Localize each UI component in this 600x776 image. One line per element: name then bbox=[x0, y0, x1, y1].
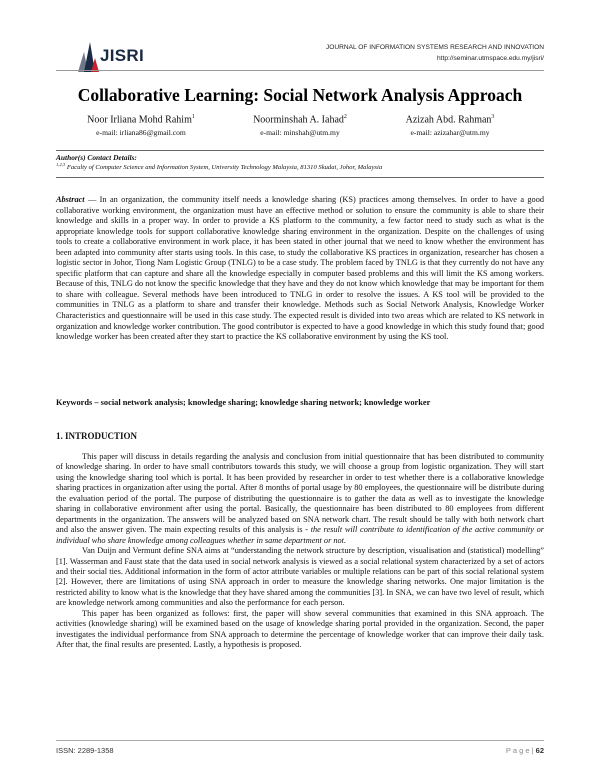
contact-details: $^{1,2,3}$ Faculty of Computer Science and Information System, University Technology Malaysia, 81310 Skudai, Johor, Malaysia bbox=[56, 162, 383, 172]
keywords: Keywords – social network analysis; knowledge sharing; knowledge sharing network; knowledge worker bbox=[56, 398, 431, 407]
paragraph-2: Van Duijn and Vermunt define SNA aims at “understanding the network structure by description, visualisation and (statistical) modelling” [1]. Wasserman and Faust state that the data used in social network analysis is viewed as a social relational system characterized by a set of actors and their social ties. Additional information in the form of actor attribute variables or multiple relations can be part of this social relational system [2]. However, there are limitations of using SNA approach in order to measure the knowledge sharing networks. One major limitation is the restricted ability to know what is the knowledge that they have shared among the communities [3]. In SNA, we can have two level of result, which are knowledge network among communities and also the performance for each person. bbox=[56, 546, 544, 608]
body-text bbox=[56, 452, 544, 651]
page-number: P a g e | 62 bbox=[505, 746, 544, 755]
author-email[interactable]: e-mail: irliana86@gmail.com bbox=[96, 128, 186, 138]
page-header bbox=[0, 0, 600, 74]
journal-url[interactable]: http://seminar.utmspace.edu.my/jisri/ bbox=[436, 55, 544, 62]
footer-divider bbox=[56, 740, 544, 741]
author-1 bbox=[56, 114, 226, 137]
abstract-text: — In an organization, the community itself needs a knowledge sharing (KS) practices among themselves. In order to have a good collaborative working environment, the organization must have an effective method or solution to ensure the community is able to share their knowledge and skills in a proper way. In order to provide a KS platform to the community, a few factor need to study such as what is the appropriate knowledge tools for support collaborative knowledge sharing environment in the organization. Despite on the challenges of using tools to create a collaborative environment in work place, it has been stated in other journal that we need to know whether the environment has been adapted into community after starts using tools. In this case, to study the collaborative KS practices in organization, researcher has chosen a logistic sector in Johor, Tiong Nam Logistic Group (TNLG) to be a case study. The problem faced by TNLG is that they currently do not have any specific platform that can capture and share all the knowledge especially in computer based problems and this will limit the KS among workers. Because of this, TNLG do not know the specific knowledge that they have and they do not know which knowledge that may be important for them to share with colleague. Several methods have been introduced to TNLG in order to resolve the issues. A KS tool will be provided to the communities in TNLG as a platform to share and transfer their knowledge. Methods such as Social Network Analysis, Knowledge Worker Characteristics and questionnaire will be used in this case study. The expected result is divided into two areas which are related to KS network in organization and knowledge worker contribution. The good contributor is expected to have a good knowledge in which this study found that; good knowledge worker has been created after they start to practice the KS collaborative environment by using the KS tool. bbox=[56, 195, 544, 342]
contact-divider-top bbox=[56, 150, 544, 151]
section-heading: 1. INTRODUCTION bbox=[56, 431, 138, 441]
author-list bbox=[56, 114, 544, 144]
logo-text: JISRI bbox=[100, 46, 145, 65]
abstract-label: Abstract bbox=[56, 195, 85, 204]
author-3 bbox=[365, 114, 535, 137]
contact-heading: Author(s) Contact Details: bbox=[56, 153, 137, 162]
header-divider bbox=[56, 70, 544, 71]
contact-divider-bottom bbox=[56, 177, 544, 178]
issn: ISSN: 2289-1358 bbox=[56, 746, 114, 755]
author-name: Noorminshah A. Iahad$^2$ bbox=[253, 114, 347, 126]
author-2 bbox=[215, 114, 385, 137]
author-name: Azizah Abd. Rahman$^3$ bbox=[405, 114, 495, 126]
paragraph-1: This paper will discuss in details regarding the analysis and conclusion from initial questionnaire that has been distributed to community of knowledge sharing. In order to have small contributors towards this study, we will choose a group from logistic organization. They will start using the knowledge sharing tool which is portal. It has been provided by researcher in order to test whether there is a collaborative knowledge sharing practices in organization after using the portal. After 8 months of portal usage by 80 employees, the questionnaire will be distribute during the evaluation period of the portal. The purpose of distributing the questionnaire is to gather the data as well as to investigate the knowledge sharing in collaborative environment after using the portal. Basically, the questionnaire has been distributed to 80 employees from different departments in the organization. The answers will be analyzed based on SNA network chart. The result should be tally with both network chart and also the answer given. The main expecting results of this analysis is - the result will contribute to identification of the active community or individual who share knowledge among colleagues whether in same department or not. bbox=[56, 452, 544, 545]
author-email[interactable]: e-mail: azizahar@utm.my bbox=[410, 128, 490, 138]
author-email[interactable]: e-mail: minshah@utm.my bbox=[260, 128, 340, 138]
author-name: Noor Irliana Mohd Rahim$^1$ bbox=[87, 114, 195, 126]
paragraph-3: This paper has been organized as follows: first, the paper will show several communities that examined in this SNA approach. The activities (knowledge sharing) will be examined based on the usage of knowledge sharing portal provided in the organization. Second, the paper investigates the individual performance from SNA approach to determine the percentage of knowledge worker that can improve their daily task. After that, the final results are presented. Lastly, a hypothesis is proposed. bbox=[56, 608, 544, 650]
abstract bbox=[56, 195, 544, 343]
paper-title: Collaborative Learning: Social Network Analysis Approach bbox=[77, 85, 523, 105]
journal-name: JOURNAL OF INFORMATION SYSTEMS RESEARCH AND INNOVATION bbox=[325, 44, 544, 51]
